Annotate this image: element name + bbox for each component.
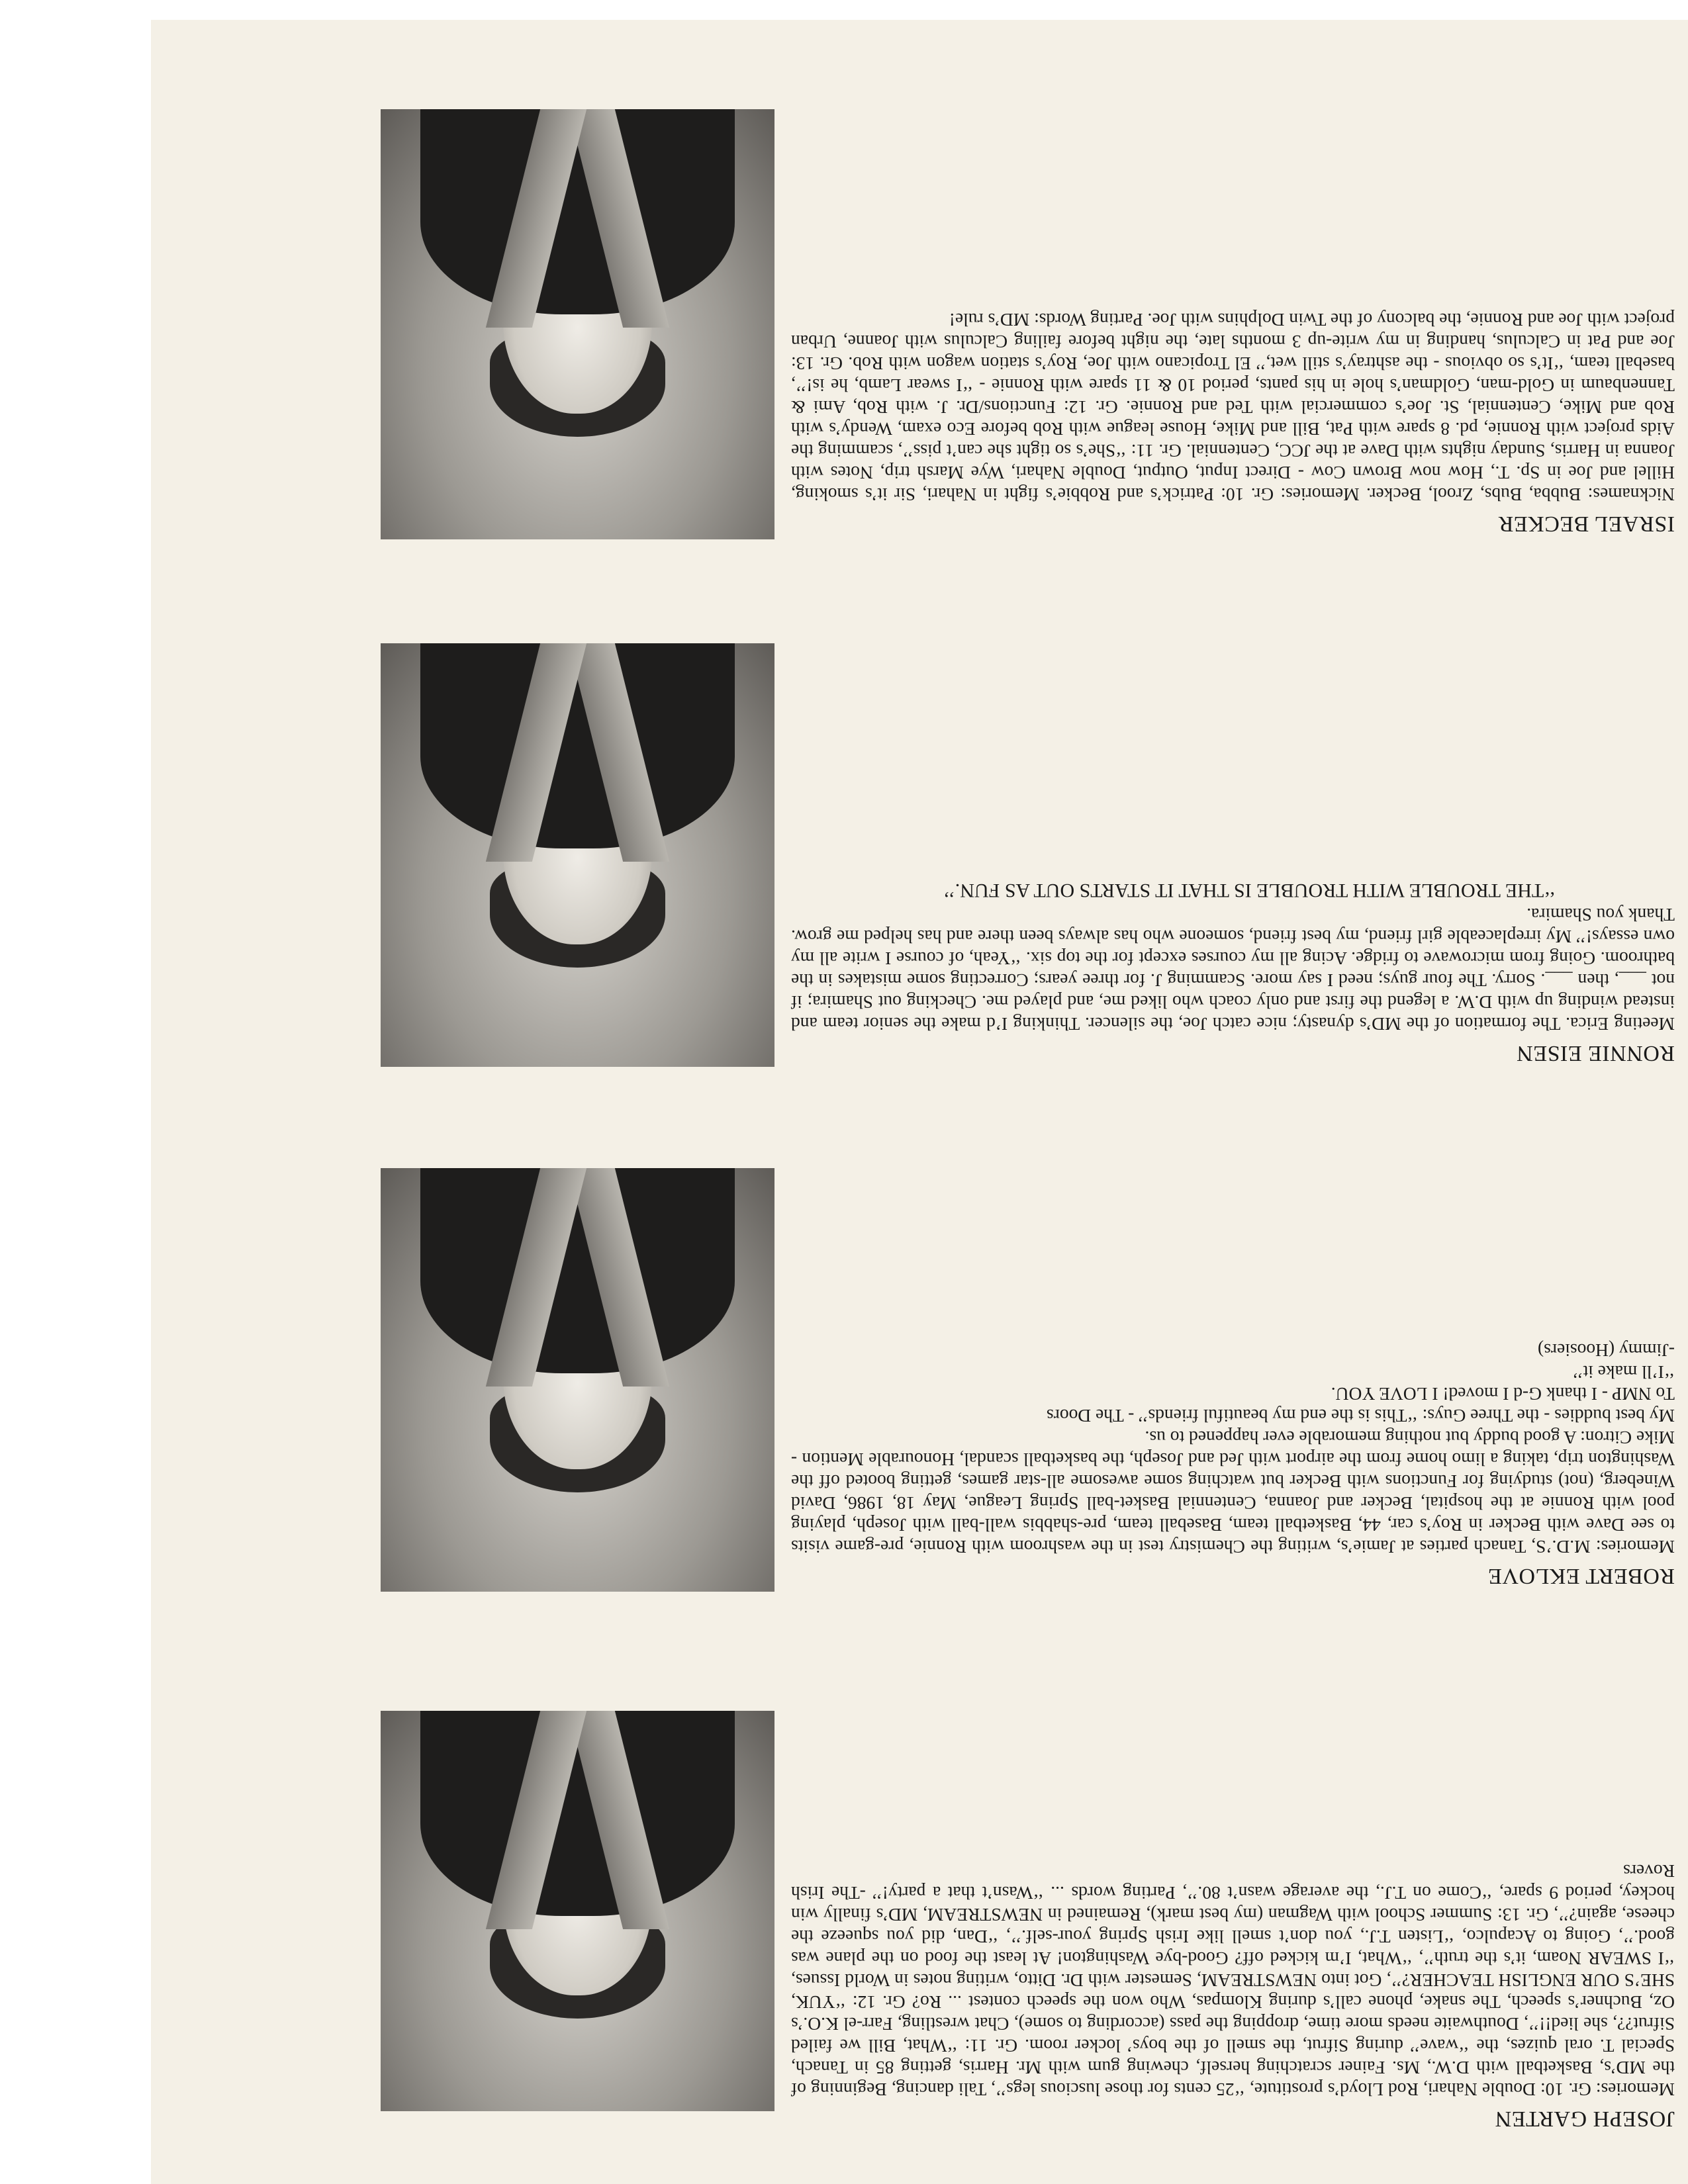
student-name: JOSEPH GARTEN: [1495, 2107, 1675, 2131]
student-name: ISRAEL BECKER: [1498, 512, 1675, 536]
student-name: ROBERT EKLOVE: [1487, 1564, 1675, 1588]
paper-sheet: [151, 20, 1688, 2184]
portrait-photo-ronnie-eisen: [381, 643, 774, 1067]
upside-down-yearbook-page: [151, 20, 1688, 2184]
portrait-photo-joseph-garten: [381, 1711, 774, 2111]
entry-robert-eklove: [791, 1340, 1675, 1588]
entry-ronnie-eisen: [791, 879, 1675, 1066]
student-quote: ‘‘THE TROUBLE WITH TROUBLE IS THAT IT STARTS OUT AS FUN.’’: [943, 880, 1556, 901]
student-name: RONNIE EISEN: [1516, 1041, 1675, 1066]
portrait-photo-israel-becker: [381, 109, 774, 539]
student-memories: Meeting Erica. The formation of the MD’s dynasty; nice catch Joe, the silencer. Thinking I’d make the senior team and instead winding up with D.W. a legend the first and only coach who liked me, and played me. Checking out Shamira; if not ___, then ___. Sorry. The four guys; need I say more. Scamming J. for three years; Correcting some mistakes in the bathroom. Going from microwave to fridge. Acing all my courses except for the top six. ‘‘Yeah, of course I write all my own essays!’’ My irreplaceable girl friend, my best friend, someone who has always been there and has helped me grow. Thank you Shamira.: [791, 905, 1675, 1034]
student-memories: Memories: Gr. 10: Double Nahari, Rod Lloyd’s prostitute, ‘‘25 cents for those luscious legs’’, Tali dancing, Beginning of the MD’s, Basketball with D.W., Ms. Fainer scratching herself, chewing gum with Mr. Harris, getting 85 in Tanach, Special T. oral quizes, the ‘‘wave’’ during Sifrut, the smell of the boys’ locker room. Gr. 11: ‘‘What, Bill we failed Sifrut??, she lied!!’’, Douthwaite needs more time, dropping the pass (according to some), Chat wrestling, Farr-el K.O.’s Oz, Buchner’s speech, The snake, phone call’s during Klompas, Who won the speech contest ... Ro? Gr. 12: ‘‘YUK, SHE’S OUR ENGLISH TEACHER?’’, Got into NEWSTREAM, Semester with Dr. Ditto, writing notes in World Issues, ‘‘I SWEAR Noam, it’s the truth’’, ‘‘What, I’m kicked off? Good-bye Washington! At least the food on the plane was good.’’, Going to Acapulco, ‘‘Listen T.J., you don’t smell like Irish Spring your-self.’’, ‘‘Dan, did you squeeze the cheese, again?’’, Gr. 13: Summer School with Wagman (my best mark), Remained in NEWSTREAM, MD’s finally win hockey, period 9 spare, ‘‘Come on T.J., the average wasn’t 80.’’, Parting words ... ‘‘Wasn’t that a party!’’ -The Irish Rovers: [791, 1861, 1675, 2100]
portrait-photo-robert-eklove: [381, 1168, 774, 1592]
entry-israel-becker: [791, 309, 1675, 536]
student-memories: Memories: M.D.’S, Tanach parties at Jamie’s, writing the Chemistry test in the washroom with Ronnie, pre-game visits to see Dave with Becker in Roy’s car, 44, Basketball team, Baseball team, pre-shabbis wall-ball with Joseph, playing pool with Ronnie at the hospital, Becker and Joanna, Centennial Basket-ball Spring League, May 18, 1986, David Wineberg, (not) studying for Functions with Becker but watching some awesome all-star games, getting booted off the Washington trip, taking a limo home from the airport with Jed and Joseph, the basketball scandal, Honourable Mention - Mike Citron: A good buddy but nothing memorable ever happened to us. My best buddies - the Three Guys: ‘‘This is the end my beautiful friends’’ - The Doors To NMP - I thank G-d I moved! I LOVE YOU. ‘‘I’ll make it’’ -Jimmy (Hoosiers): [791, 1340, 1675, 1557]
entry-joseph-garten: [791, 1860, 1675, 2131]
student-memories: Nicknames: Bubba, Bubs, Zrool, Becker. Memories: Gr. 10: Patrick’s and Robbie’s fight in Nahari, Sir it’s smoking, Hillel and Joe in Sp. T., How now Brown Cow - Direct Input, Output, Double Nahari, Wye Marsh trip, Notes with Joanna in Harris, Sunday nights with Dave at the JCC, Centennial. Gr. 11: ‘‘She’s so tight she can’t piss’’, scamming the Aids project with Ronnie, pd. 8 spare with Pat, Bill and Mike, House league with Rob before Eco exam, Wendy’s with Rob and Mike, Centennial, St. Joe’s commercial with Ted and Ronnie. Gr. 12: Functions/Dr. J. with Rob, Ami & Tannenbaum in Gold-man, Goldman’s hole in his pants, period 10 & 11 spare with Ronnie - ‘‘I swear Lamb, he is!’’, baseball team, ‘‘It’s so obvious - the ashtray’s still wet,’’ El Tropicano with Joe, Roy’s station wagon with Rob. Gr. 13: Joe and Pat in Calculus, handing in my write-up 3 months late, the night before failing Calculus with Joanne, Urban project with Joe and Ronnie, the balcony of the Twin Dolphins with Joe. Parting Words: MD’s rule!: [791, 310, 1675, 505]
